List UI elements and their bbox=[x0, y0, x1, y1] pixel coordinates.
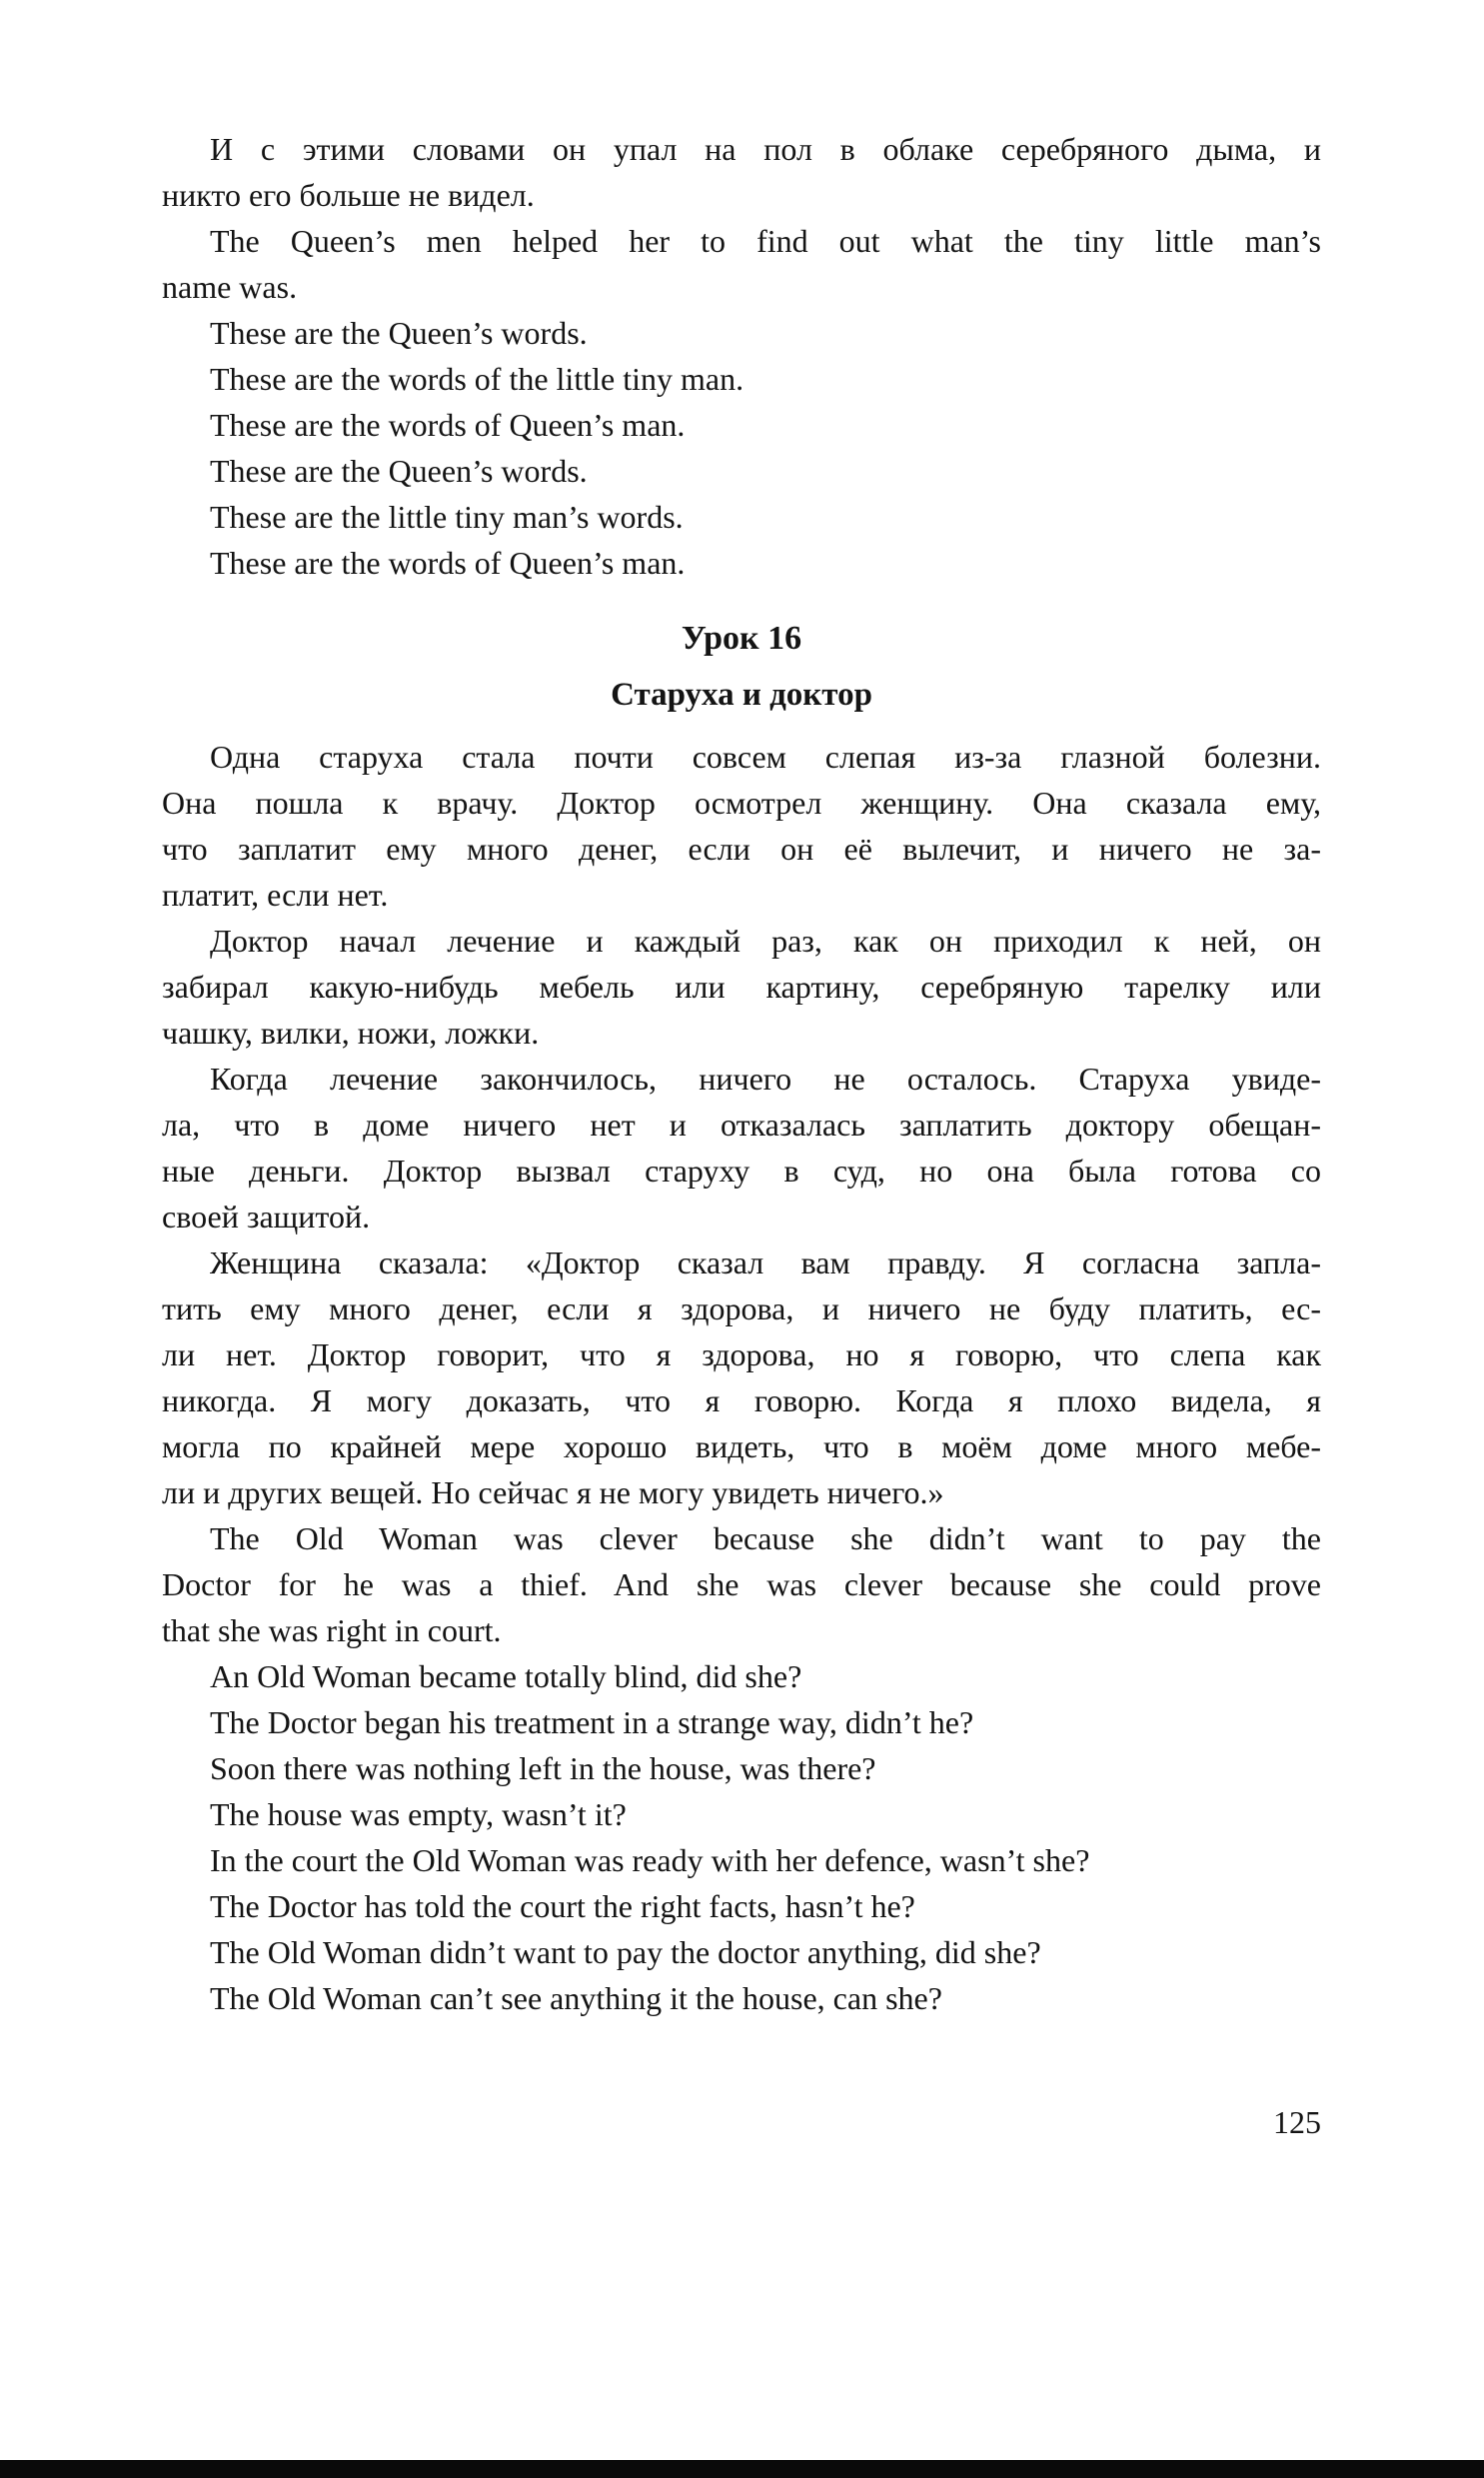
text-line: These are the Queen’s words. bbox=[210, 453, 588, 489]
paragraph bbox=[162, 918, 1321, 1056]
text-line: The Doctor began his treatment in a strange way, didn’t he? bbox=[210, 1704, 974, 1740]
text-line: могла по крайней мере хорошо видеть, что в моём доме много мебе- bbox=[162, 1428, 1321, 1464]
text-line: These are the little tiny man’s words. bbox=[210, 499, 684, 535]
text-line: These are the Queen’s words. bbox=[210, 315, 588, 351]
text-line: своей защитой. bbox=[162, 1199, 371, 1235]
text-line: ли нет. Доктор говорит, что я здорова, но я говорю, что слепа как bbox=[162, 1336, 1321, 1372]
text-line: ные деньги. Доктор вызвал старуху в суд, но она была готова со bbox=[162, 1153, 1321, 1189]
text-line: чашку, вилки, ножи, ложки. bbox=[162, 1015, 540, 1051]
text-line: никто его больше не видел. bbox=[162, 177, 535, 213]
text-line: These are the words of the little tiny man. bbox=[210, 361, 744, 397]
story-title: Старуха и доктор bbox=[611, 677, 872, 713]
text-line: The Old Woman didn’t want to pay the doctor anything, did she? bbox=[210, 1934, 1041, 1970]
text-line: платит, если нет. bbox=[162, 877, 389, 913]
lesson-heading: Урок 16 bbox=[681, 620, 802, 657]
text-line: тить ему много денег, если я здорова, и ничего не буду платить, ес- bbox=[162, 1290, 1321, 1326]
text-line: что заплатит ему много денег, если он её вылечит, и ничего не за- bbox=[162, 831, 1321, 867]
paragraph bbox=[162, 734, 1321, 918]
text-line: The Old Woman can’t see anything it the house, can she? bbox=[210, 1980, 942, 2016]
text-line: In the court the Old Woman was ready with her defence, wasn’t she? bbox=[210, 1842, 1090, 1878]
text-line: An Old Woman became totally blind, did she? bbox=[210, 1658, 802, 1694]
text-line: Женщина сказала: «Доктор сказал вам правду. Я согласна запла- bbox=[210, 1244, 1321, 1280]
text-line: забирал какую-нибудь мебель или картину, серебряную тарелку или bbox=[162, 969, 1321, 1005]
text-line: Doctor for he was a thief. And she was clever because she could prove bbox=[162, 1566, 1321, 1602]
text-line: Одна старуха стала почти совсем слепая из-за глазной болезни. bbox=[210, 739, 1321, 775]
paragraph bbox=[162, 1056, 1321, 1239]
text-line: ли и других вещей. Но сейчас я не могу увидеть ничего.» bbox=[162, 1474, 944, 1510]
paragraph bbox=[162, 126, 1321, 218]
text-line: Soon there was nothing left in the house, was there? bbox=[210, 1750, 876, 1786]
paragraph bbox=[162, 1239, 1321, 1515]
text-line: These are the words of Queen’s man. bbox=[210, 407, 686, 443]
text-line: The house was empty, wasn’t it? bbox=[210, 1796, 627, 1832]
text-line: that she was right in court. bbox=[162, 1612, 502, 1648]
text-line: ла, что в доме ничего нет и отказалась заплатить доктору обещан- bbox=[162, 1107, 1321, 1143]
text-line: Она пошла к врачу. Доктор осмотрел женщину. Она сказала ему, bbox=[162, 785, 1321, 821]
text-line: Доктор начал лечение и каждый раз, как он приходил к ней, он bbox=[210, 923, 1321, 959]
text-line: никогда. Я могу доказать, что я говорю. Когда я плохо видела, я bbox=[162, 1382, 1321, 1418]
page-text bbox=[162, 126, 1321, 2021]
text-line: The Old Woman was clever because she didn’t want to pay the bbox=[210, 1520, 1321, 1556]
page-number: 125 bbox=[1273, 2104, 1321, 2140]
text-line: The Queen’s men helped her to find out what the tiny little man’s bbox=[210, 223, 1321, 259]
text-line: name was. bbox=[162, 269, 298, 305]
scan-edge-bar bbox=[0, 2460, 1484, 2478]
paragraph bbox=[162, 1515, 1321, 1653]
text-line: Когда лечение закончилось, ничего не осталось. Старуха увиде- bbox=[210, 1061, 1321, 1097]
text-line: The Doctor has told the court the right facts, hasn’t he? bbox=[210, 1888, 915, 1924]
text-line: И с этими словами он упал на пол в облаке серебряного дыма, и bbox=[210, 131, 1321, 167]
paragraph bbox=[162, 218, 1321, 310]
text-line: These are the words of Queen’s man. bbox=[210, 545, 686, 581]
